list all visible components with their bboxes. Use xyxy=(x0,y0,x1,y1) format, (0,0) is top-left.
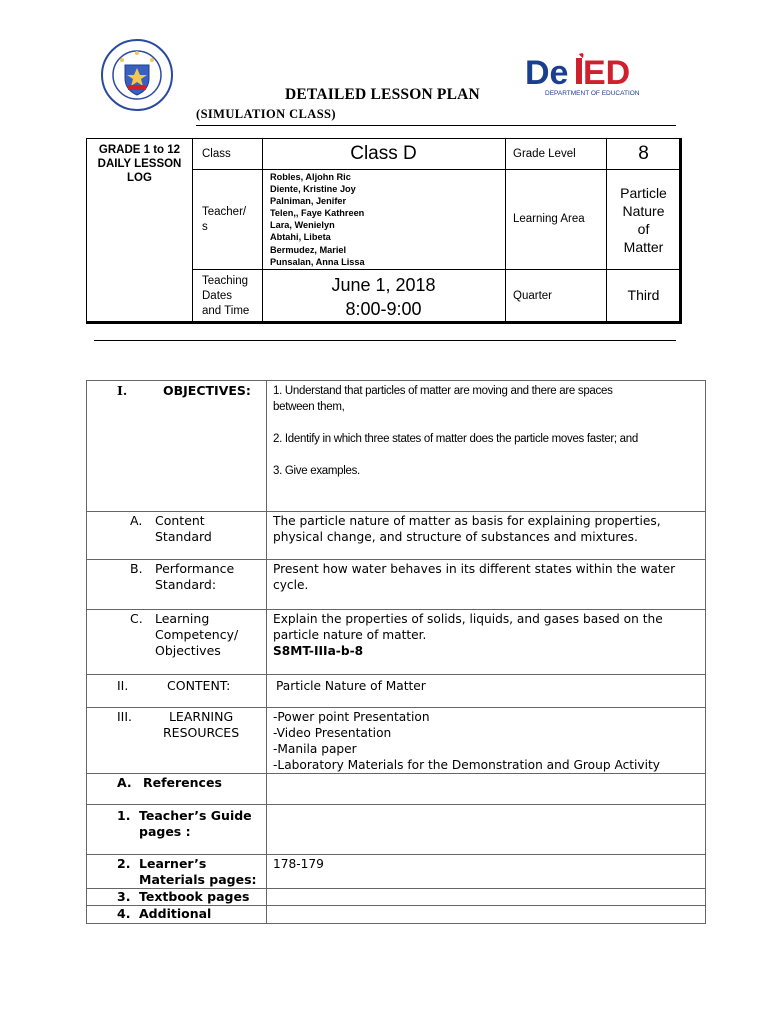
additional-label: Additional xyxy=(139,906,212,921)
content-standard-label xyxy=(155,513,212,545)
content-standard-label-cell xyxy=(87,512,267,559)
teachers-guide-row xyxy=(87,805,705,855)
content-standard-letter: A. xyxy=(130,513,143,528)
teaching-dates-label xyxy=(202,274,249,319)
text-line: cycle. xyxy=(273,578,309,592)
teacher-list xyxy=(270,171,365,268)
learning-area-label: Learning Area xyxy=(513,213,585,225)
label-line: Learner’s xyxy=(139,856,207,871)
label-line: Content xyxy=(155,513,205,528)
class-label: Class xyxy=(202,148,231,160)
objectives-label: OBJECTIVES: xyxy=(163,383,251,398)
performance-standard-row xyxy=(87,560,705,610)
teaching-date: June 1, 2018 xyxy=(331,275,436,295)
references-value xyxy=(267,774,705,804)
content-standard-row xyxy=(87,512,705,560)
svg-text:DEPARTMENT OF EDUCATION: DEPARTMENT OF EDUCATION xyxy=(545,90,640,97)
content-standard-text xyxy=(267,512,705,559)
deped-seal-logo xyxy=(100,38,174,112)
label-line: Standard: xyxy=(155,577,217,592)
additional-number: 4. xyxy=(117,906,131,921)
label-line: Standard xyxy=(155,529,212,544)
learning-competency-row xyxy=(87,610,705,675)
learning-resources-number: III. xyxy=(117,709,133,724)
teaching-date-time xyxy=(262,273,505,321)
competency-code: S8MT-IIIa-b-8 xyxy=(273,644,364,658)
teacher-name: Diente, Kristine Joy xyxy=(270,184,356,195)
label-line: Learning xyxy=(155,611,210,626)
learners-materials-value: 178-179 xyxy=(273,857,324,871)
learners-materials-number: 2. xyxy=(117,856,131,871)
learning-resources-label xyxy=(163,709,239,741)
objective-item: between them, xyxy=(273,401,345,413)
objectives-content xyxy=(267,381,705,511)
svg-text:De: De xyxy=(525,54,569,92)
grade-level-label: Grade Level xyxy=(513,148,576,160)
teacher-name: Robles, Aljohn Ric xyxy=(270,172,351,182)
objectives-row xyxy=(87,381,705,512)
quarter-label: Quarter xyxy=(513,290,552,302)
resource-item: -Laboratory Materials for the Demonstration and Group Activity xyxy=(273,758,661,772)
textbook-pages-number: 3. xyxy=(117,889,131,904)
objectives-number: I. xyxy=(117,383,128,398)
grade-level-value: 8 xyxy=(638,143,649,164)
performance-standard-label-cell xyxy=(87,560,267,609)
teachers-guide-value xyxy=(267,805,705,854)
label-line: Materials pages: xyxy=(139,872,257,887)
log-col-divider xyxy=(192,139,193,322)
teaching-dates-label-line: Teaching xyxy=(202,275,249,287)
teacher-name: Lara, Wenielyn xyxy=(270,220,335,231)
learning-area-value xyxy=(606,184,681,256)
learning-competency-label-cell xyxy=(87,610,267,674)
content-label-cell xyxy=(87,675,267,707)
learning-resources-label-cell xyxy=(87,708,267,773)
text-line: physical change, and structure of substances and mixtures. xyxy=(273,530,638,544)
teachers-guide-label xyxy=(139,808,252,840)
references-label-cell xyxy=(87,774,267,804)
learning-competency-text xyxy=(267,610,705,674)
learning-resources-list xyxy=(267,708,705,773)
quarter-value: Third xyxy=(627,287,660,303)
deped-logo xyxy=(525,52,665,98)
performance-standard-label xyxy=(155,561,234,593)
learners-materials-label xyxy=(139,856,257,888)
lesson-plan-table xyxy=(86,380,706,924)
textbook-pages-label: Textbook pages xyxy=(139,889,250,904)
log-col-divider xyxy=(505,139,506,322)
text-line: Explain the properties of solids, liquids, and gases based on the xyxy=(273,612,663,626)
teacher-name: Palniman, Jenifer xyxy=(270,196,347,207)
label-line: Competency/ xyxy=(155,627,239,642)
teachers-guide-label-cell xyxy=(87,805,267,854)
objectives-label-cell xyxy=(87,381,267,511)
performance-standard-text xyxy=(267,560,705,609)
teacher-name: Abtahi, Libeta xyxy=(270,232,331,243)
textbook-pages-label-cell xyxy=(87,889,267,905)
additional-row xyxy=(87,906,705,923)
objective-item: 3. Give examples. xyxy=(273,465,360,477)
label-line: Objectives xyxy=(155,643,221,658)
learning-area-line: Particle xyxy=(620,185,667,201)
log-heading xyxy=(87,143,192,185)
learning-competency-letter: C. xyxy=(130,611,143,626)
learning-resources-row xyxy=(87,708,705,774)
document-subtitle: (SIMULATION CLASS) xyxy=(196,107,336,121)
teaching-time: 8:00-9:00 xyxy=(345,299,422,319)
resource-item: -Power point Presentation xyxy=(273,710,430,724)
learning-area-line: Nature xyxy=(622,203,665,219)
content-label: CONTENT: xyxy=(167,678,231,693)
label-line: pages : xyxy=(139,824,191,839)
textbook-pages-value xyxy=(267,889,705,905)
learning-area-line: Matter xyxy=(623,239,664,255)
class-value: Class D xyxy=(350,143,417,164)
teacher-name: Punsalan, Anna Lissa xyxy=(270,256,365,267)
title-rule xyxy=(196,125,676,126)
resource-item: -Manila paper xyxy=(273,742,357,756)
text-line: particle nature of matter. xyxy=(273,628,427,642)
textbook-pages-row xyxy=(87,889,705,906)
section-rule xyxy=(94,340,676,341)
teacher-name: Telen,, Faye Kathreen xyxy=(270,208,365,219)
label-line: Performance xyxy=(155,561,235,576)
content-text: Particle Nature of Matter xyxy=(276,679,426,693)
label-line: RESOURCES xyxy=(163,725,240,740)
content-number: II. xyxy=(117,678,129,693)
additional-value xyxy=(267,906,705,923)
log-row-divider xyxy=(192,269,681,270)
content-row xyxy=(87,675,705,708)
log-heading-line: DAILY LESSON xyxy=(97,158,182,170)
document-title: DETAILED LESSON PLAN xyxy=(285,86,480,103)
references-letter: A. xyxy=(117,775,132,790)
teaching-dates-label-line: Dates xyxy=(202,290,233,302)
learning-area-line: of xyxy=(637,221,650,237)
log-row-divider xyxy=(192,169,681,170)
svg-text:ED: ED xyxy=(583,54,631,92)
objective-item: 1. Understand that particles of matter are moving and there are spaces xyxy=(273,385,613,397)
additional-label-cell xyxy=(87,906,267,923)
resource-item: -Video Presentation xyxy=(273,726,392,740)
label-line: LEARNING xyxy=(168,709,234,724)
teacher-label-line: Teacher/ xyxy=(202,206,247,218)
objective-item: 2. Identify in which three states of matter does the particle moves faster; and xyxy=(273,433,638,445)
log-heading-line: GRADE 1 to 12 xyxy=(98,144,181,156)
teacher-label xyxy=(202,205,246,235)
learning-competency-label xyxy=(155,611,238,659)
log-heading-line: LOG xyxy=(127,172,152,184)
references-row xyxy=(87,774,705,805)
teacher-label-line: s xyxy=(202,221,208,233)
daily-lesson-log-table xyxy=(86,138,682,324)
teachers-guide-number: 1. xyxy=(117,808,131,823)
learners-materials-label-cell xyxy=(87,855,267,888)
references-label: References xyxy=(143,775,222,790)
label-line: Teacher’s Guide xyxy=(139,808,252,823)
text-line: The particle nature of matter as basis for explaining properties, xyxy=(273,514,661,528)
teaching-dates-label-line: and Time xyxy=(202,305,250,317)
learners-materials-row xyxy=(87,855,705,889)
teacher-name: Bermudez, Mariel xyxy=(270,244,347,255)
performance-standard-letter: B. xyxy=(130,561,143,576)
text-line: Present how water behaves in its different states within the water xyxy=(273,562,676,576)
